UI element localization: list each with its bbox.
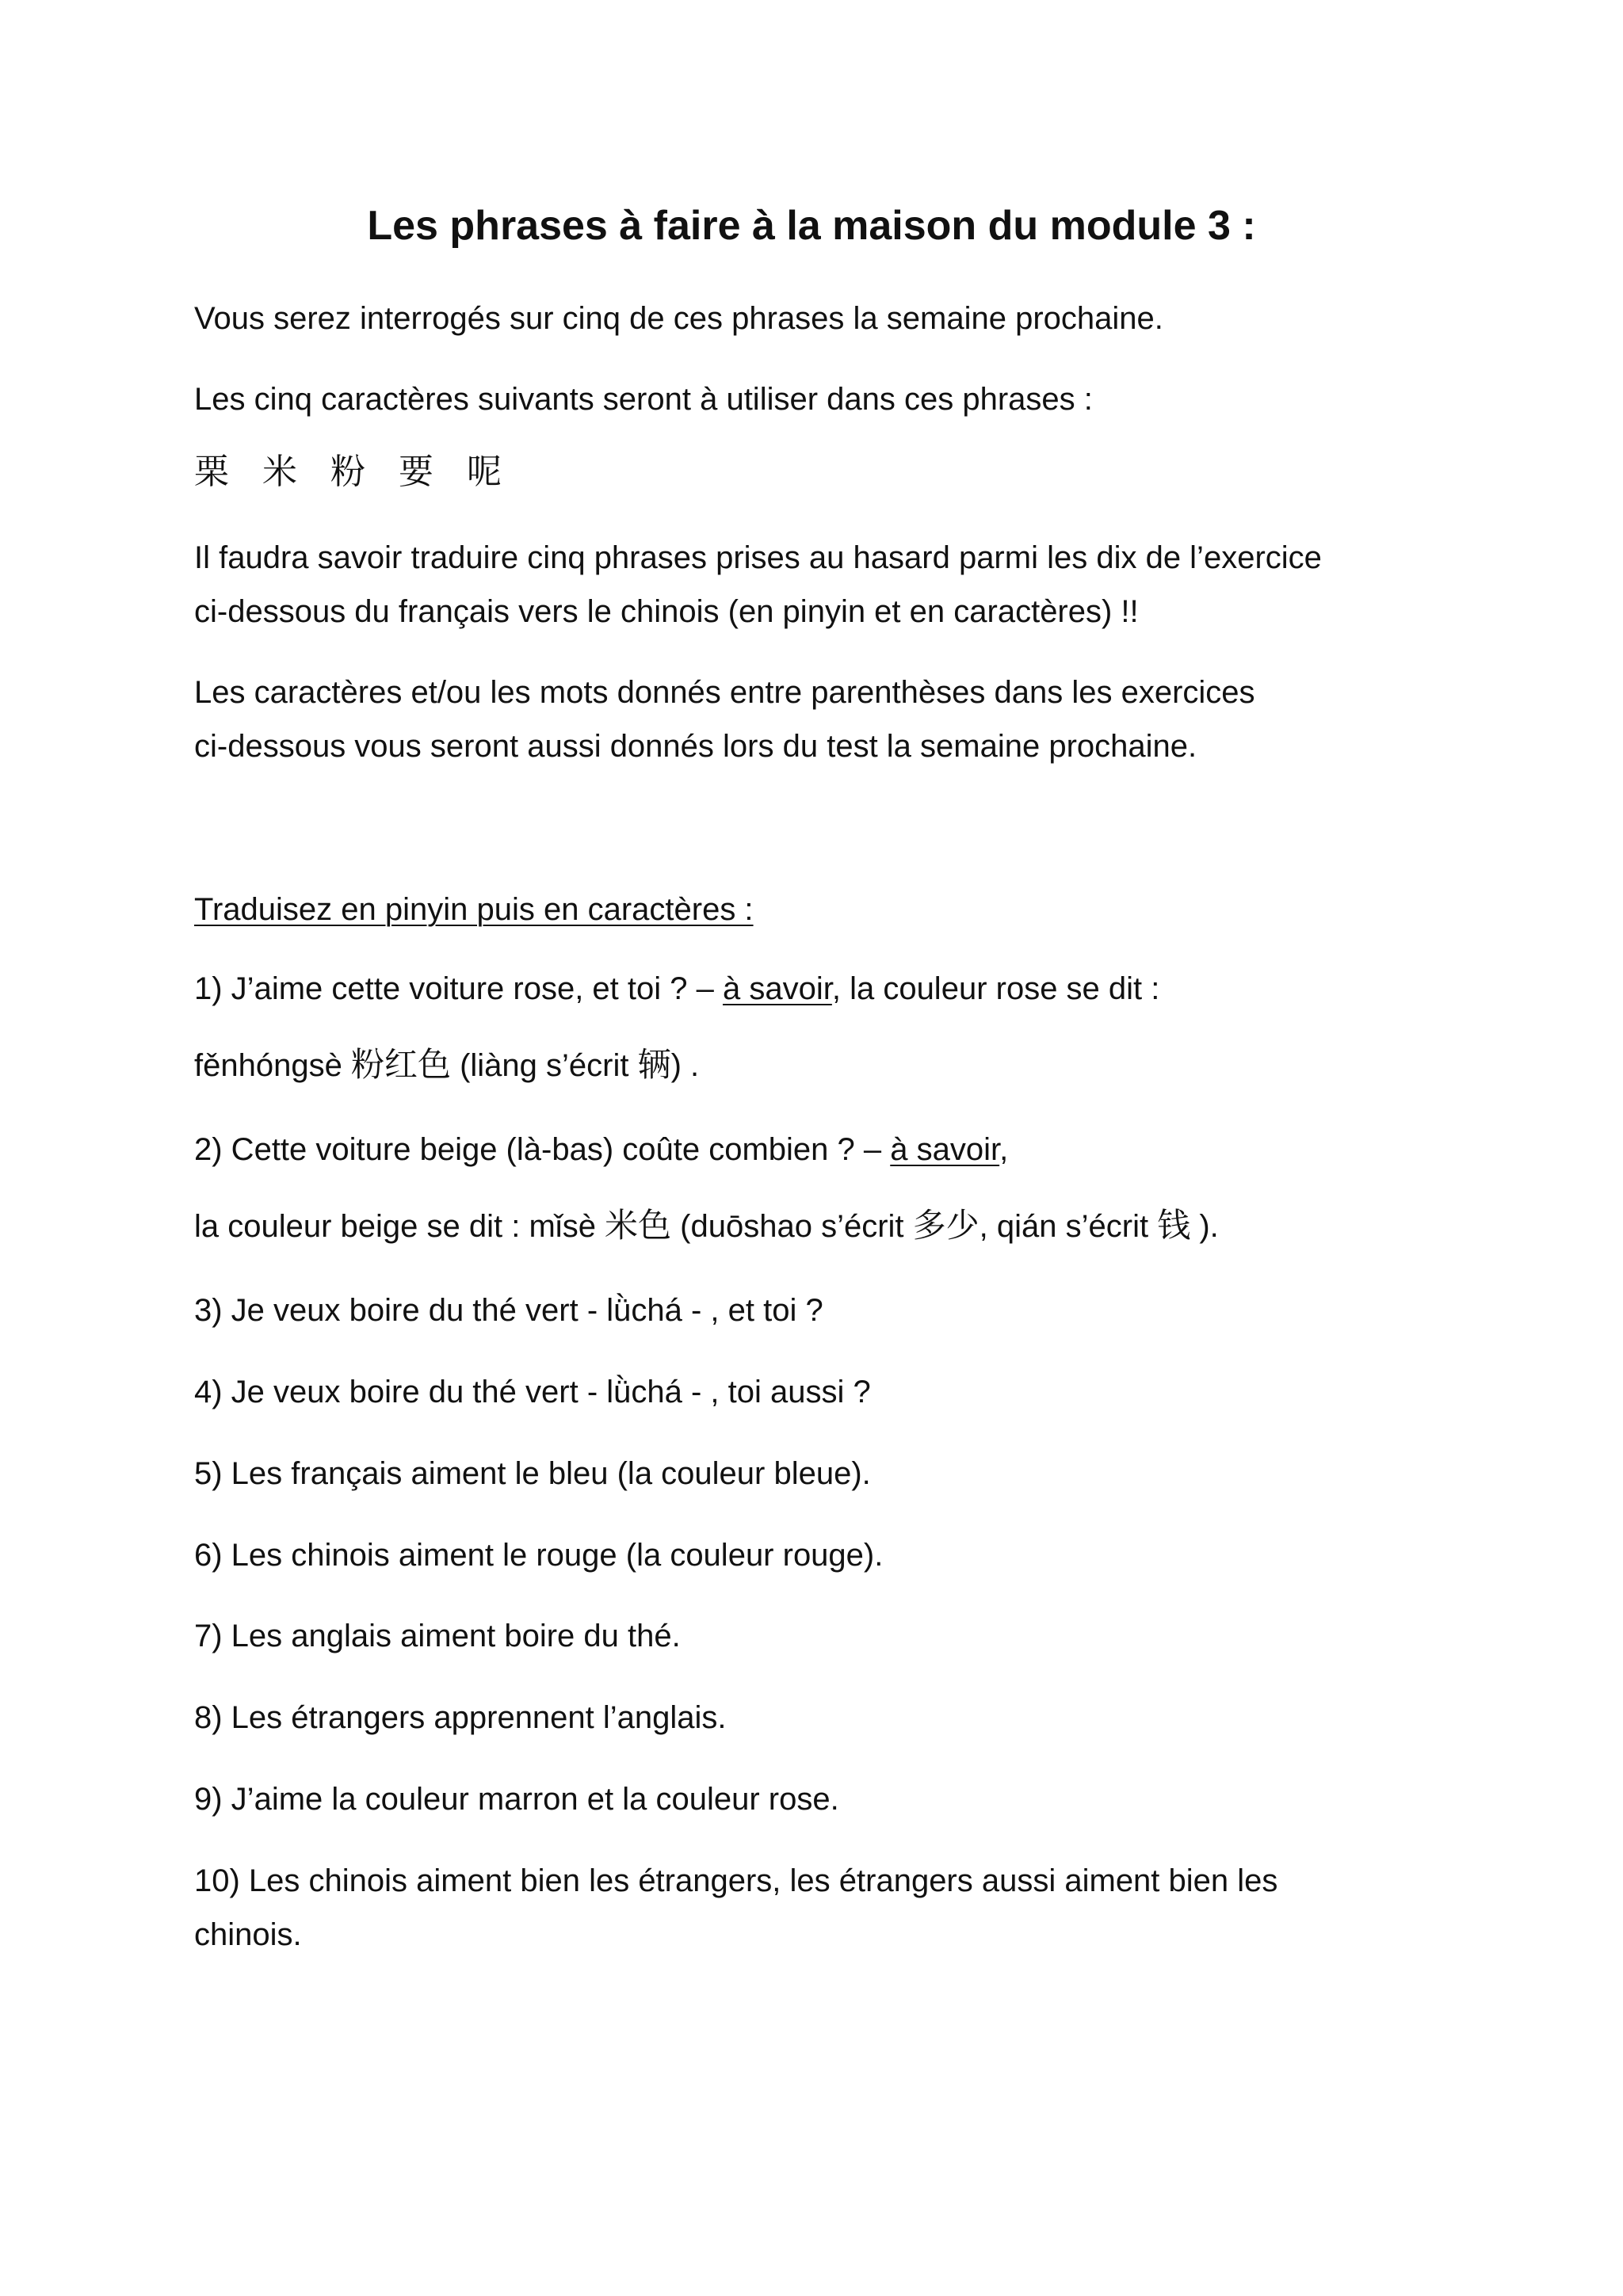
sentence-2-line-1 [194, 1123, 1478, 1177]
sentence-1-text: 1) J’aime cette voiture rose, et toi ? – [194, 971, 723, 1006]
sentence-1-hint-end: ) . [670, 1048, 700, 1083]
sentence-10-line-1: 10) Les chinois aiment bien les étrangers, les étrangers aussi aiment bien les [194, 1863, 1278, 1898]
sentence-1-note-label: à savoir [722, 971, 832, 1006]
sentence-9: 9) J’aime la couleur marron et la couleur rose. [194, 1782, 839, 1817]
intro-paragraph-3-line-1: Il faudra savoir traduire cinq phrases prises au hasard parmi les dix de l’exercice [194, 540, 1322, 575]
sentence-3: 3) Je veux boire du thé vert - lǜchá - , et toi ? [194, 1293, 823, 1328]
sentence-2-hint: (duōshao s’écrit [671, 1209, 913, 1244]
exercise-heading-text: Traduisez en pinyin puis en caractères : [194, 892, 754, 927]
sentence-5: 5) Les français aiment le bleu (la couleur bleue). [194, 1456, 871, 1491]
sentence-2-hint-character-1: 多少 [912, 1206, 980, 1245]
sentence-1-text-end: , la couleur rose se dit : [831, 971, 1160, 1006]
sentence-7: 7) Les anglais aiment boire du thé. [194, 1619, 681, 1653]
intro-paragraph-3 [194, 531, 1478, 639]
exercise-heading [194, 883, 1478, 936]
intro-paragraph-4-line-2: ci-dessous vous seront aussi donnés lors du test la semaine prochaine. [194, 729, 1197, 764]
sentence-4: 4) Je veux boire du thé vert - lǜchá - , toi aussi ? [194, 1375, 871, 1409]
intro-paragraph-2: Les cinq caractères suivants seront à utiliser dans ces phrases : [194, 382, 1093, 417]
sentence-2-hint-character-2: 钱 [1157, 1206, 1191, 1245]
sentence-1-line-2 [194, 1038, 1478, 1093]
sentence-1-pinyin: fěnhóngsè [194, 1048, 351, 1083]
sentence-6: 6) Les chinois aiment le rouge (la couleur rouge). [194, 1538, 884, 1573]
sentence-1-characters: 粉红色 [350, 1045, 451, 1084]
sentence-2-hint-middle: , qián s’écrit [979, 1209, 1158, 1244]
sentence-8: 8) Les étrangers apprennent l’anglais. [194, 1700, 727, 1735]
intro-paragraph-4 [194, 666, 1478, 773]
sentence-1-line-1 [194, 962, 1478, 1016]
intro-paragraph-4-line-1: Les caractères et/ou les mots donnés entre parenthèses dans les exercices [194, 675, 1255, 710]
sentence-1-hint-character: 辆 [637, 1045, 671, 1084]
page-title: Les phrases à faire à la maison du module 3 : [367, 203, 1256, 249]
sentence-10-line-2: chinois. [194, 1917, 302, 1952]
sentence-2-characters: 米色 [605, 1206, 672, 1245]
sentence-2-pinyin: la couleur beige se dit : mǐsè [194, 1209, 605, 1244]
sentence-2-hint-end: ). [1190, 1209, 1219, 1244]
sentence-2-note-label: à savoir [890, 1132, 1000, 1167]
intro-paragraph-3-line-2: ci-dessous du français vers le chinois (en pinyin et en caractères) !! [194, 594, 1139, 629]
sentence-10 [194, 1854, 1478, 1962]
intro-paragraph-1: Vous serez interrogés sur cinq de ces phrases la semaine prochaine. [194, 301, 1163, 336]
character-list: 栗 米 粉 要 呢 [194, 452, 513, 492]
sentence-2-text-end: , [999, 1132, 1009, 1167]
sentence-2-line-2 [194, 1199, 1478, 1253]
sentence-2-text: 2) Cette voiture beige (là-bas) coûte combien ? – [194, 1132, 891, 1167]
sentence-1-hint: (liàng s’écrit [450, 1048, 638, 1083]
